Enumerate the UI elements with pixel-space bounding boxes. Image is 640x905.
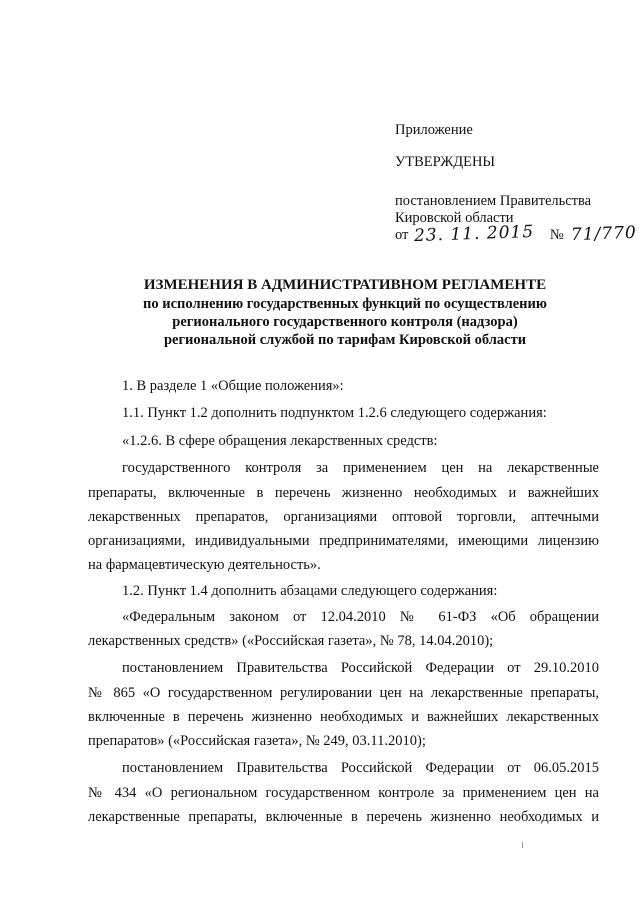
body-line: лекарственных средств» («Российская газета», № 78, 14.04.2010);: [88, 633, 494, 649]
decree-line-2: Кировской области: [395, 210, 514, 226]
handwritten-date: 23. 11. 2015: [413, 221, 535, 247]
body-line: государственного контроля за применением цен на лекарственные: [122, 460, 599, 476]
body-line: «Федеральным законом от 12.04.2010 № 61-ФЗ «Об обращении: [122, 609, 599, 625]
title-line-3: регионального государственного контроля (надзора): [172, 314, 518, 330]
title-line-1: ИЗМЕНЕНИЯ В АДМИНИСТРАТИВНОМ РЕГЛАМЕНТЕ: [143, 277, 547, 293]
body-line: организациями, индивидуальными предпринимателями, имеющими лицензию: [88, 533, 599, 549]
handwritten-number: 71/770: [570, 222, 638, 246]
body-line: 1. В разделе 1 «Общие положения»:: [122, 378, 344, 394]
body-line: 1.2. Пункт 1.4 дополнить абзацами следующего содержания:: [122, 583, 498, 599]
decree-line-1: постановлением Правительства: [395, 193, 592, 209]
decree-date-number: [395, 221, 638, 247]
body-line: «1.2.6. В сфере обращения лекарственных средств:: [122, 433, 438, 449]
date-prefix: от: [395, 227, 409, 243]
number-prefix: №: [549, 227, 564, 243]
body-line: лекарственных препаратов, организациями оптовой торговли, аптечными: [88, 509, 599, 525]
body-line: лекарственные препараты, включенные в перечень жизненно необходимых и: [88, 809, 599, 825]
body-line: постановлением Правительства Российской Федерации от 29.10.2010: [122, 660, 599, 676]
appendix-label: Приложение: [395, 122, 473, 138]
body-line: 1.1. Пункт 1.2 дополнить подпунктом 1.2.6 следующего содержания:: [122, 405, 547, 421]
title-line-2: по исполнению государственных функций по осуществлению: [143, 296, 547, 312]
body-line: № 865 «О государственном регулировании цен на лекарственные препараты,: [88, 685, 599, 701]
body-line: препараты, включенные в перечень жизненно необходимых и важнейших: [88, 485, 599, 501]
approved-label: УТВЕРЖДЕНЫ: [395, 154, 496, 170]
body-line: на фармацевтическую деятельность».: [88, 557, 321, 573]
body-line: включенные в перечень жизненно необходимых и важнейших лекарственных: [88, 709, 599, 725]
body-line: № 434 «О региональном государственном контроле за применением цен на: [88, 785, 599, 801]
body-line: постановлением Правительства Российской Федерации от 06.05.2015: [122, 760, 599, 776]
title-line-4: региональной службой по тарифам Кировской области: [163, 332, 527, 348]
body-line: препаратов» («Российская газета», № 249, 03.11.2010);: [88, 733, 426, 749]
scan-artifact: [522, 842, 523, 848]
